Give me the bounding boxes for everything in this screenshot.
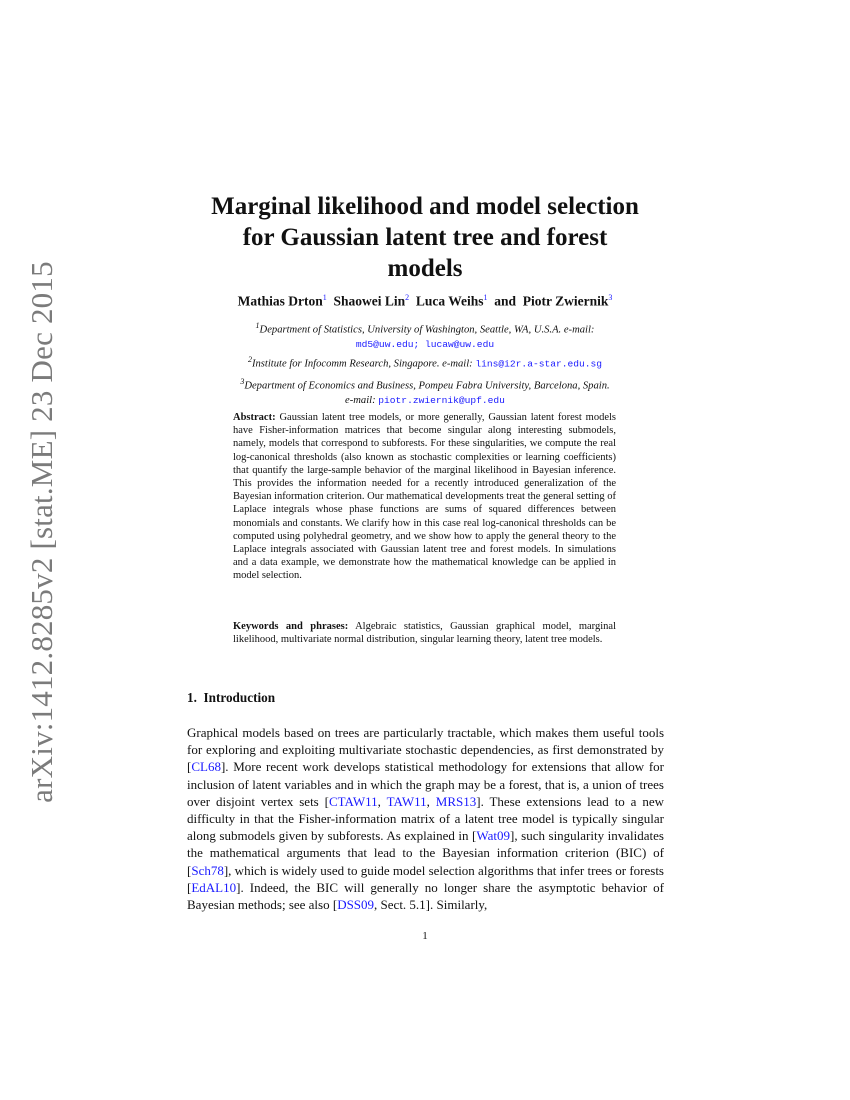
paragraph-text: ,	[377, 793, 387, 809]
affiliation-3	[150, 375, 700, 408]
paragraph-text: ]. These extensions lead to a new difficulty in that the Fisher-information matrix of a latent tree model is typically singular along submodels given by subforests. As explained in [	[187, 793, 664, 844]
author-affiliation-mark[interactable]: 1	[322, 293, 327, 302]
citation-link[interactable]: Sch78	[191, 862, 224, 878]
paragraph-text: Graphical models based on trees are particularly tractable, which makes them useful tools for exploring and exploiting multivariate stochastic dependencies, as first demonstrated by [	[187, 725, 664, 775]
paper-title	[150, 191, 700, 284]
author-list	[150, 293, 700, 310]
title-line: for Gaussian latent tree and forest	[242, 224, 608, 251]
keywords-label: Keywords and phrases:	[233, 621, 349, 632]
paragraph-text: ], such singularity invalidates the mathematical arguments that lead to the Bayesian information criterion (BIC) of [	[187, 828, 664, 878]
citation-link[interactable]: MRS13	[435, 793, 477, 809]
abstract	[233, 411, 616, 583]
keywords	[233, 620, 616, 646]
author-name: Shaowei Lin	[333, 293, 406, 309]
affiliation-text: Institute for Infocomm Research, Singapore. e-mail:	[251, 358, 473, 370]
author-name: Mathias Drton	[237, 293, 323, 309]
author-affiliation-mark[interactable]: 3	[608, 293, 613, 302]
introduction-paragraph	[187, 724, 664, 913]
affiliation-email[interactable]: lins@i2r.a-star.edu.sg	[475, 358, 603, 370]
affiliation-2	[150, 353, 700, 372]
citation-link[interactable]: TAW11	[386, 793, 427, 809]
affiliation-mark: 2	[247, 355, 252, 364]
citation-link[interactable]: DSS09	[337, 897, 375, 913]
citation-link[interactable]: CTAW11	[328, 793, 378, 809]
author-name: Piotr Zwiernik	[522, 293, 609, 309]
arxiv-identifier-stamp: arXiv:1412.8285v2 [stat.ME] 23 Dec 2015	[24, 261, 59, 803]
author-conjunction: and	[494, 293, 517, 309]
affiliation-text: Department of Economics and Business, Pompeu Fabra University, Barcelona, Spain.	[244, 380, 610, 392]
affiliation-email[interactable]: md5@uw.edu; lucaw@uw.edu	[355, 338, 495, 350]
affiliation-email[interactable]: piotr.zwiernik@upf.edu	[378, 394, 505, 406]
keywords-text: Algebraic statistics, Gaussian graphical model, marginal likelihood, multivariate normal distribution, singular learning theory, latent tree models.	[233, 621, 616, 646]
title-line: Marginal likelihood and model selection	[211, 193, 639, 220]
abstract-text: Gaussian latent tree models, or more generally, Gaussian latent forest models have Fisher-information matrices that become singular along interesting submodels, namely, models that correspond to subforests. For these singularities, we compute the real log-canonical thresholds (also known as stochastic complexities or learning coefficients) that quantify the large-sample behavior of the marginal likelihood in Bayesian inference. This provides the information needed for a recently introduced generalization of the Bayesian information criterion. Our mathematical developments treat the general setting of Laplace integrals whose phase functions are sums of squared differences between monomials and constants. We clarify how in this case real log-canonical thresholds can be computed using polyhedral geometry, and we show how to apply the general theory to the Laplace integrals associated with Gaussian latent tree and forest models. In simulations and a data example, we demonstrate how the mathematical knowledge can be applied in model selection.	[233, 412, 617, 582]
citation-link[interactable]: Wat09	[476, 828, 511, 844]
paragraph-text: ]. More recent work develops statistical methodology for extensions that allow for inclusion of latent variables and in which the graph may be a forest, that is, a union of trees over disjoint vertex sets [	[187, 759, 664, 809]
author-affiliation-mark[interactable]: 1	[483, 293, 488, 302]
affiliation-email-prefix: e-mail:	[345, 394, 376, 406]
citation-link[interactable]: EdAL10	[191, 879, 237, 895]
abstract-label: Abstract:	[233, 412, 276, 423]
citation-link[interactable]: CL68	[191, 759, 221, 775]
section-title: Introduction	[203, 690, 276, 705]
author-affiliation-mark[interactable]: 2	[405, 293, 410, 302]
title-line: models	[387, 255, 463, 282]
paragraph-text: , Sect. 5.1]. Similarly,	[374, 897, 488, 913]
section-heading-introduction	[187, 690, 275, 706]
section-number: 1.	[187, 690, 197, 705]
paragraph-text: ], which is widely used to guide model selection algorithms that infer trees or forests [	[187, 862, 664, 895]
page-number: 1	[422, 930, 428, 942]
affiliation-text: Department of Statistics, University of Washington, Seattle, WA, U.S.A. e-mail:	[259, 324, 595, 336]
affiliation-mark: 3	[240, 377, 245, 386]
affiliation-mark: 1	[255, 321, 260, 330]
paragraph-text: ,	[426, 793, 436, 809]
author-name: Luca Weihs	[415, 293, 484, 309]
paragraph-text: ]. Indeed, the BIC will generally no longer share the asymptotic behavior of Bayesian methods; see also [	[187, 879, 664, 913]
affiliation-1	[150, 319, 700, 352]
